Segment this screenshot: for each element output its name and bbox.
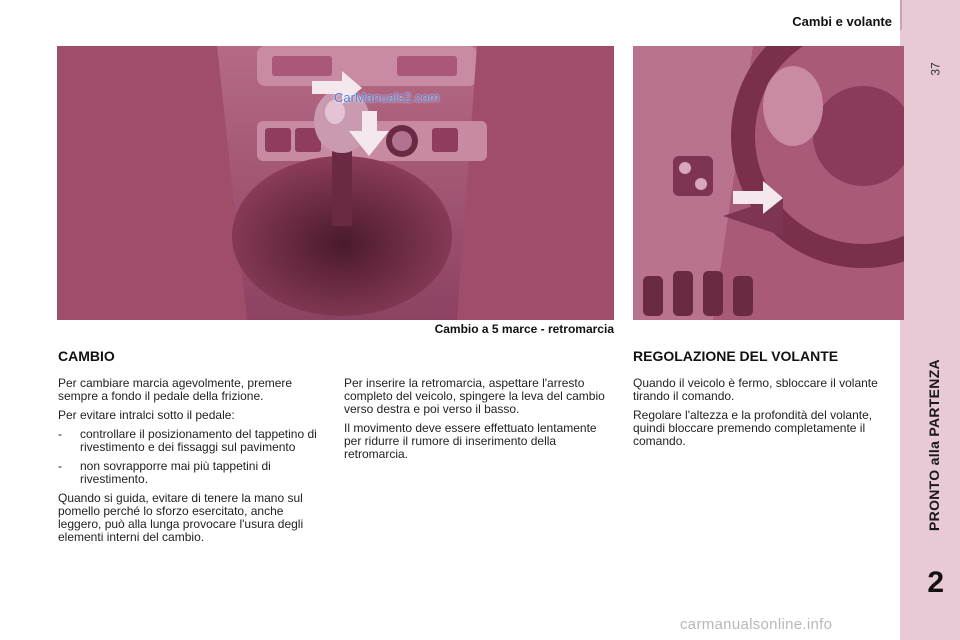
volante-column (633, 377, 903, 454)
list-item: - non sovrapporre mai più tappetini di rivestimento. (58, 460, 328, 486)
cambio-paragraph-5: Il movimento deve essere effettuato lentamente per ridurre il rumore di inserimento della retromarcia. (344, 421, 597, 461)
cambio-paragraph-1: Per cambiare marcia agevolmente, premere sempre a fondo il pedale della frizione. (58, 376, 293, 403)
cambio-column-left (58, 377, 328, 550)
volante-heading: REGOLAZIONE DEL VOLANTE (633, 348, 839, 364)
sidebar-divider (900, 0, 902, 30)
bullet-text: non sovrapporre mai più tappetini di rivestimento. (80, 459, 271, 486)
watermark-carmanualsonline: carmanualsonline.info (680, 616, 833, 633)
cambio-column-right (344, 377, 612, 467)
bullet-text: controllare il posizionamento del tappetino di rivestimento e dei fissaggi sul pavimento (80, 427, 317, 454)
gear-shift-illustration (57, 46, 614, 320)
steering-column-photo (633, 46, 904, 320)
volante-paragraph-2: Regolare l'altezza e la profondità del volante, quindi bloccare premendo completamente il comando. (633, 408, 873, 448)
section-label-text: PRONTO alla PARTENZA (926, 359, 942, 531)
volante-paragraph-1: Quando il veicolo è fermo, sbloccare il volante tirando il comando. (633, 376, 878, 403)
chapter-sidebar (900, 0, 960, 640)
page-header-title: Cambi e volante (792, 14, 892, 29)
list-item: - controllare il posizionamento del tappetino di rivestimento e dei fissaggi sul pavimento (58, 428, 328, 454)
gear-photo-caption: Cambio a 5 marce - retromarcia (434, 322, 614, 336)
cambio-heading: CAMBIO (58, 348, 115, 364)
page-number: 37 (928, 62, 943, 76)
watermark-carmanuals2: CarManuals2.com (334, 90, 440, 105)
cambio-paragraph-4: Per inserire la retromarcia, aspettare l'arresto completo del veicolo, spingere la leva del cambio verso destra e poi verso il basso. (344, 376, 605, 416)
gear-shift-photo (57, 46, 614, 320)
steering-illustration (633, 46, 904, 320)
cambio-paragraph-3: Quando si guida, evitare di tenere la mano sul pomello perché lo sforzo esercitato, anche leggero, può alla lunga provocare l'usura degli elementi interni del cambio. (58, 491, 304, 544)
section-label (912, 340, 956, 550)
cambio-paragraph-2: Per evitare intralci sotto il pedale: (58, 408, 235, 422)
chapter-number: 2 (927, 566, 944, 599)
